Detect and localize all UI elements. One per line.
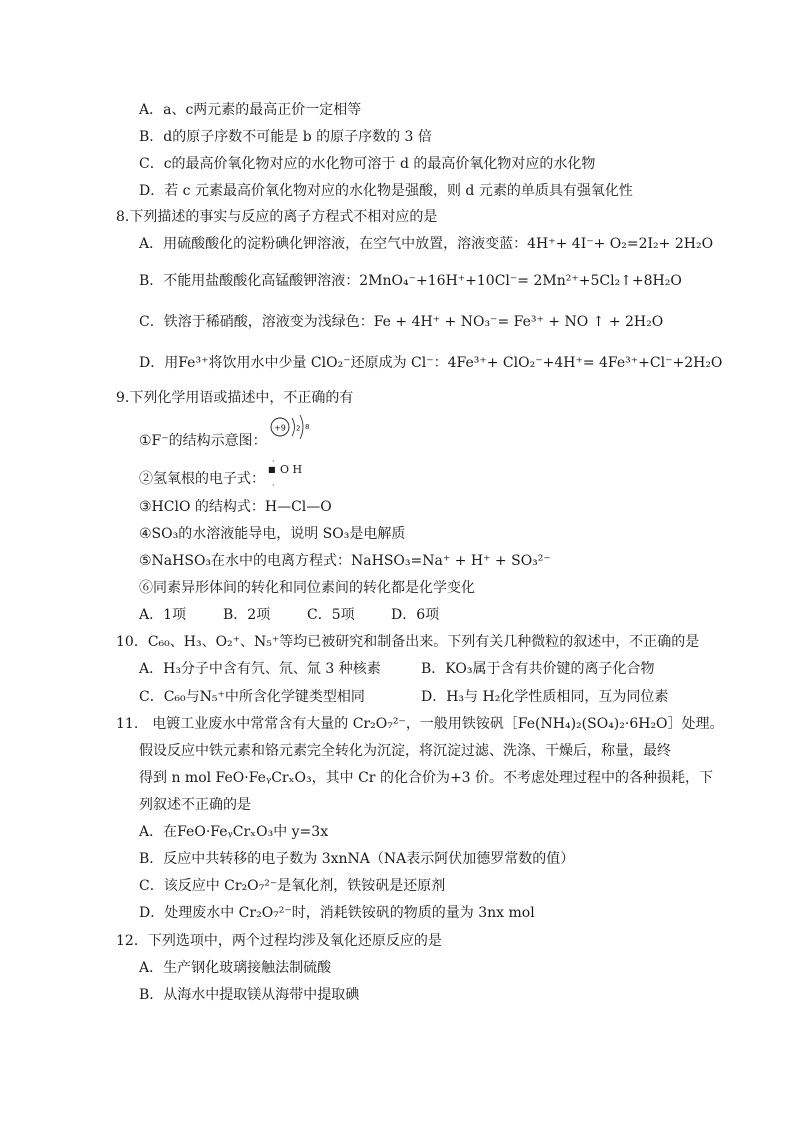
- q8-option-a: A．用硫酸酸化的淀粉碘化钾溶液，在空气中放置，溶液变蓝：4H⁺+ 4I⁻+ O₂=2I₂+ 2H₂O: [139, 236, 714, 252]
- q9-item-1: ①F⁻的结构示意图：: [139, 433, 267, 449]
- q11-option-a: A．在FeO·FeᵧCrₓO₃中 y=3x: [139, 824, 329, 840]
- q9-item-4: ④SO₃的水溶液能导电，说明 SO₃是电解质: [139, 526, 406, 542]
- q11-option-c: C．该反应中 Cr₂O₇²⁻是氧化剂，铁铵矾是还原剂: [139, 878, 446, 894]
- q10-option-a: A．H₃分子中含有氕、氘、氚 3 种核素: [139, 661, 381, 677]
- q11-stem-line-3: 得到 n mol FeO·FeᵧCrₓO₃，其中 Cr 的化合价为+3 价。不考虑处理过程中的各种损耗，下: [139, 770, 714, 786]
- q11-option-b: B．反应中共转移的电子数为 3xnNA（NA表示阿伏加德罗常数的值）: [139, 851, 575, 867]
- q12-stem: 12．下列选项中，两个过程均涉及氧化还原反应的是: [116, 933, 442, 949]
- q10-options-row2: [139, 688, 703, 706]
- q8-stem: 8.下列描述的事实与反应的离子方程式不相对应的是: [116, 209, 438, 225]
- q9-options: [139, 606, 475, 624]
- q9-item-6: ⑥同素异形体间的转化和同位素间的转化都是化学变化: [139, 580, 475, 596]
- q8-option-d: D．用Fe³⁺将饮用水中少量 ClO₂⁻还原成为 Cl⁻：4Fe³⁺+ ClO₂⁻+4H⁺= 4Fe³⁺+Cl⁻+2H₂O: [139, 355, 723, 371]
- q10-option-c: C．C₆₀与N₅⁺中所含化学键类型相同: [139, 689, 365, 705]
- atom-nucleus-charge: +9: [274, 423, 286, 433]
- q7-option-a: A．a、c两元素的最高正价一定相等: [139, 102, 362, 118]
- q10-options-row1: [139, 660, 703, 678]
- q9-item-3: ③HClO 的结构式：H—Cl—O: [139, 499, 332, 515]
- q11-stem-line-2: 假设反应中铁元素和铬元素完全转化为沉淀，将沉淀过滤、洗涤、干燥后，称量，最终: [139, 743, 671, 759]
- q7-option-b: B．d的原子序数不可能是 b 的原子序数的 3 倍: [139, 129, 432, 145]
- q9-item-5: ⑤NaHSO₃在水中的电离方程式：NaHSO₃=Na⁺ + H⁺ + SO₃²⁻: [139, 553, 551, 569]
- q9-option-b: B．2项: [223, 607, 271, 623]
- q10-stem: 10．C₆₀、H₃、O₂⁺、N₅⁺等均已被研究和制备出来。下列有关几种微粒的叙述中，不正确的是: [116, 634, 700, 650]
- q7-option-c: C．c的最高价氧化物对应的水化物可溶于 d 的最高价氧化物对应的水化物: [139, 156, 596, 172]
- q11-option-d: D．处理废水中 Cr₂O₇²⁻时，消耗铁铵矾的物质的量为 3nx mol: [139, 905, 535, 921]
- q9-option-c: C．5项: [307, 607, 355, 623]
- q11-stem-line-4: 列叙述不正确的是: [139, 797, 251, 813]
- atom-shell-1-electrons: 2: [296, 424, 301, 433]
- q8-option-b: B．不能用盐酸酸化高锰酸钾溶液：2MnO₄⁻+16H⁺+10Cl⁻= 2Mn²⁺+5Cl₂↑+8H₂O: [139, 273, 682, 289]
- fluoride-ion-structure-diagram: [268, 415, 316, 441]
- q9-item-2: ②氢氧根的电子式：: [139, 471, 265, 487]
- q10-option-d: D．H₃与 H₂化学性质相同，互为同位素: [421, 689, 669, 705]
- q8-option-c: C．铁溶于稀硝酸，溶液变为浅绿色：Fe + 4H⁺ + NO₃⁻= Fe³⁺ + NO ↑ + 2H₂O: [139, 314, 664, 330]
- q7-option-d: D．若 c 元素最高价氧化物对应的水化物是强酸，则 d 元素的单质具有强氧化性: [139, 183, 633, 199]
- q9-option-a: A．1项: [139, 607, 187, 623]
- q9-option-d: D．6项: [391, 607, 440, 623]
- atom-shell-2-electrons: 8: [305, 423, 310, 431]
- q11-stem-line-1: 11. 电镀工业废水中常常含有大量的 Cr₂O₇²⁻，一般用铁铵矾［Fe(NH₄)₂(SO₄)₂·6H₂O］处理。: [116, 716, 724, 732]
- q12-option-a: A．生产钢化玻璃接触法制硫酸: [139, 960, 332, 976]
- q10-option-b: B．KO₃属于含有共价键的离子化合物: [421, 661, 655, 677]
- q9-stem: 9.下列化学用语或描述中，不正确的有: [116, 390, 354, 406]
- q12-option-b: B．从海水中提取镁从海带中提取碘: [139, 987, 360, 1003]
